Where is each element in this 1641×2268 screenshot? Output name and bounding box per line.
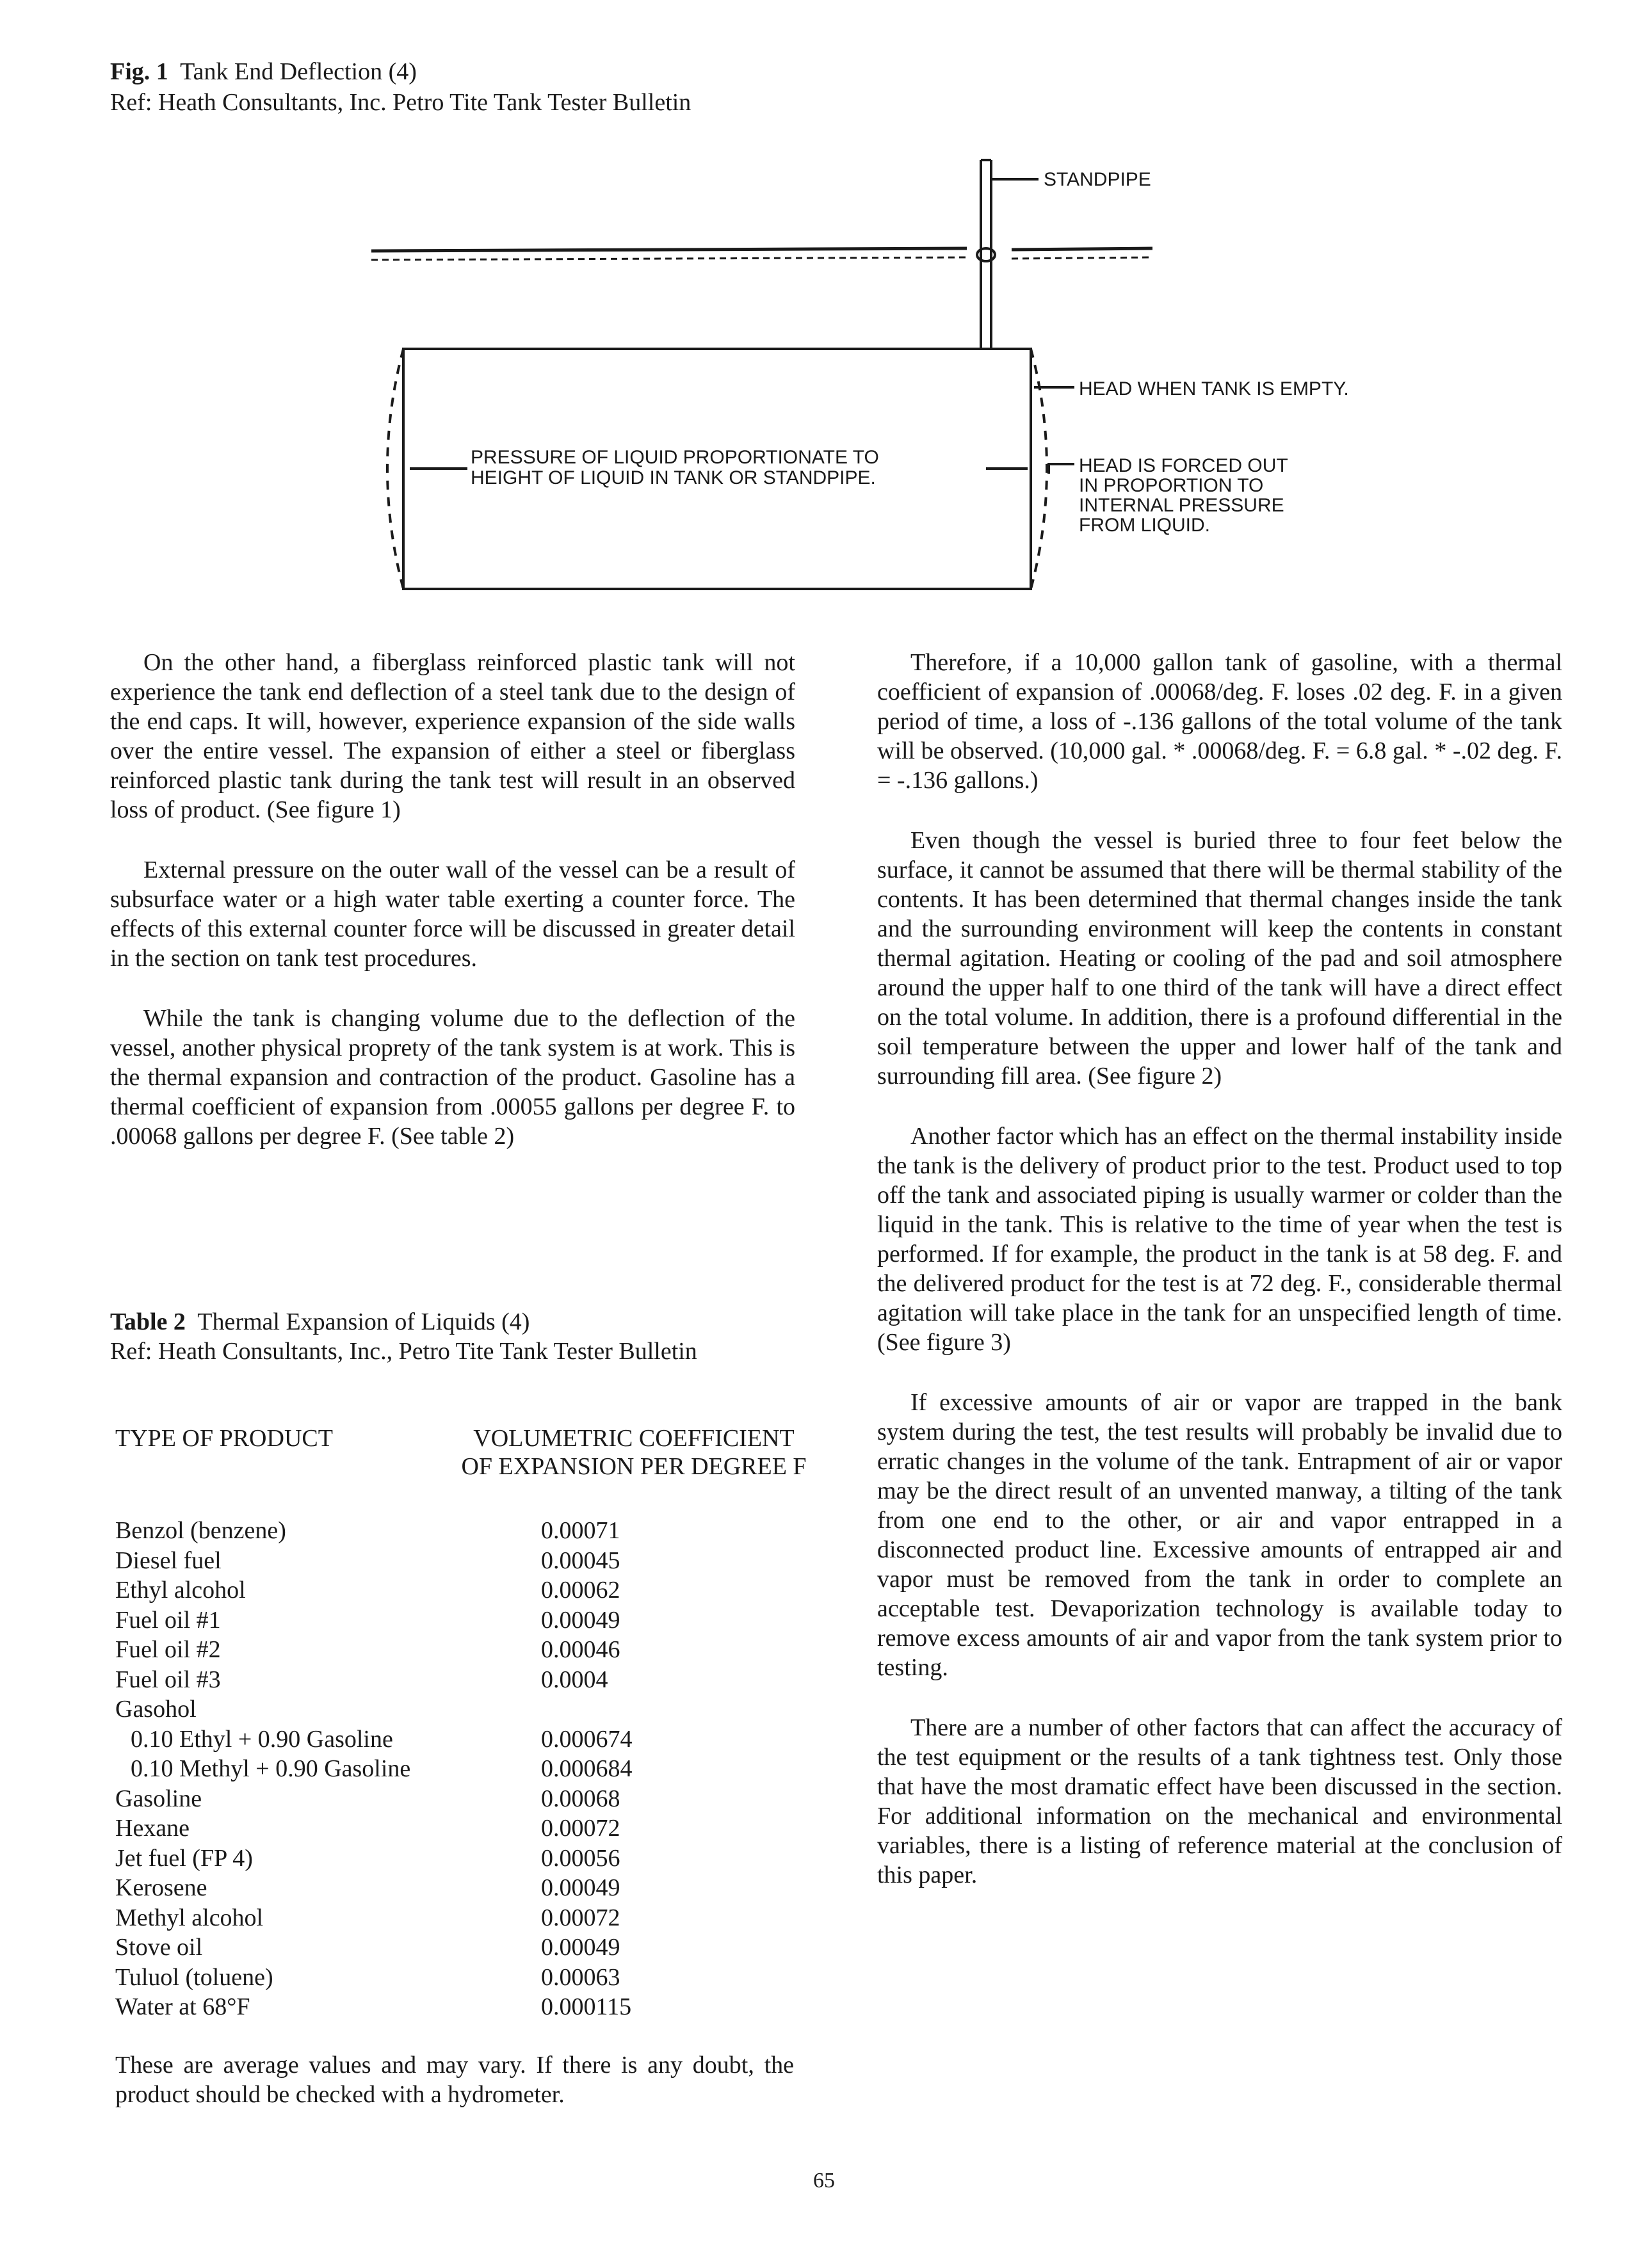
- product-name: Jet fuel (FP 4): [115, 1844, 253, 1872]
- column-header-product: TYPE OF PRODUCT: [115, 1425, 333, 1452]
- figure-reference: Ref: Heath Consultants, Inc. Petro Tite Tank Tester Bulletin: [110, 89, 691, 116]
- product-name: 0.10 Ethyl + 0.90 Gasoline: [131, 1725, 393, 1753]
- label-standpipe: STANDPIPE: [1044, 169, 1151, 190]
- product-name: Benzol (benzene): [115, 1517, 286, 1544]
- product-coefficient: 0.00062: [541, 1577, 620, 1604]
- product-name: Water at 68°F: [115, 1993, 250, 2020]
- product-name: Diesel fuel: [115, 1547, 222, 1574]
- ground-line-right: [1012, 248, 1152, 250]
- label-head-empty: HEAD WHEN TANK IS EMPTY.: [1079, 378, 1349, 399]
- product-name: Gasoline: [115, 1785, 202, 1812]
- label-head-forced-line2: IN PROPORTION TO: [1079, 475, 1264, 496]
- product-coefficient: 0.00049: [541, 1874, 620, 1901]
- label-head-forced-line3: INTERNAL PRESSURE: [1079, 495, 1284, 516]
- product-coefficient: 0.000684: [541, 1755, 633, 1782]
- product-name: Hexane: [115, 1815, 190, 1842]
- right-paragraph: Even though the vessel is buried three to four feet below the surface, it cannot be assumed that there will be thermal stability of the contents. It has been determined that thermal changes inside the tank and the surrounding environment will keep the contents in constant thermal agitation. Heating or cooling of the pad and soil atmosphere around the upper half to one third of the tank will have a direct effect on the total volume. In addition, there is a profound differential in the soil temperature between the upper and lower half of the tank and surrounding fill area. (See figure 2): [877, 827, 1562, 1090]
- product-coefficient: 0.00045: [541, 1547, 620, 1574]
- product-name: Methyl alcohol: [115, 1904, 264, 1931]
- right-paragraph: There are a number of other factors that can affect the accuracy of the test equipment or the results of a tank tightness test. Only those that have the most dramatic effect have been discussed in the section. For additional information on the mechanical and environmental variables, there is a listing of reference material at the conclusion of this paper.: [877, 1714, 1562, 1888]
- figure-number: Fig. 1: [110, 58, 168, 85]
- ground-line-left: [371, 248, 967, 251]
- label-head-forced-line1: HEAD IS FORCED OUT: [1079, 455, 1288, 476]
- product-coefficient: 0.000674: [541, 1725, 633, 1753]
- product-name: Fuel oil #2: [115, 1636, 221, 1663]
- product-name: Stove oil: [115, 1934, 203, 1961]
- product-name: 0.10 Methyl + 0.90 Gasoline: [131, 1755, 411, 1782]
- left-paragraph: On the other hand, a fiberglass reinforced plastic tank will not experience the tank end deflection of a steel tank due to the design of the end caps. It will, however, experience expansion of the side walls over the entire vessel. The expansion of either a steel or fiberglass reinforced plastic tank during the tank test will result in an observed loss of product. (See figure 1): [110, 649, 795, 823]
- figure-title: Tank End Deflection (4): [180, 58, 417, 85]
- product-coefficient: 0.00071: [541, 1517, 620, 1544]
- product-coefficient: 0.00072: [541, 1904, 620, 1931]
- product-name: Fuel oil #1: [115, 1606, 221, 1634]
- product-coefficient: 0.000115: [541, 1993, 632, 2020]
- product-coefficient: 0.00072: [541, 1815, 620, 1842]
- coefficient-header-line1: VOLUMETRIC COEFFICIENT: [473, 1425, 795, 1452]
- figure-title-line: [110, 56, 691, 87]
- product-coefficient: 0.0004: [541, 1666, 608, 1693]
- right-paragraph: Another factor which has an effect on the thermal instability inside the tank is the delivery of product prior to the test. Product used to top off the tank and associated piping is usually warmer or colder than the liquid in the tank. This is relative to the time of year when the test is performed. If for example, the product in the tank is at 58 deg. F. and the delivered product for the test is at 72 deg. F., considerable thermal agitation will take place in the tank for an unspecified length of time. (See figure 3): [877, 1123, 1562, 1356]
- table-note: These are average values and may vary. If there is any doubt, the product should be checked with a hydrometer.: [115, 2052, 794, 2108]
- ground-texture-left: [371, 257, 967, 260]
- figure-caption: [110, 56, 691, 118]
- tank-bulge-right: [1031, 349, 1047, 589]
- label-pressure-line2: HEIGHT OF LIQUID IN TANK OR STANDPIPE.: [471, 467, 876, 488]
- product-coefficient: 0.00049: [541, 1934, 620, 1961]
- table-number: Table 2: [110, 1308, 186, 1335]
- right-column: [877, 648, 1562, 1920]
- label-head-forced-line4: FROM LIQUID.: [1079, 515, 1211, 536]
- product-coefficient: 0.00056: [541, 1844, 620, 1872]
- product-coefficient: 0.00063: [541, 1963, 620, 1991]
- table-title: Thermal Expansion of Liquids (4): [197, 1308, 530, 1335]
- product-name: Gasohol: [115, 1696, 197, 1723]
- coefficient-header-line2: OF EXPANSION PER DEGREE F: [461, 1453, 807, 1480]
- table-caption: [110, 1307, 697, 1366]
- table-reference: Ref: Heath Consultants, Inc., Petro Tite Tank Tester Bulletin: [110, 1338, 697, 1365]
- table-title-line: [110, 1307, 697, 1337]
- left-column: [110, 648, 795, 1182]
- product-coefficient: 0.00046: [541, 1636, 620, 1663]
- column-header-coefficient: [432, 1424, 836, 1481]
- product-name: Kerosene: [115, 1874, 207, 1901]
- product-name: Ethyl alcohol: [115, 1577, 246, 1604]
- product-coefficient: 0.00068: [541, 1785, 620, 1812]
- right-paragraph: Therefore, if a 10,000 gallon tank of gasoline, with a thermal coefficient of expansion of .00068/deg. F. loses .02 deg. F. in a given period of time, a loss of -.136 gallons of the total volume of the tank will be observed. (10,000 gal. * .00068/deg. F. = 6.8 gal. * -.02 deg. F. = -.136 gallons.): [877, 649, 1562, 794]
- tank-deflection-diagram: [359, 154, 1409, 602]
- standpipe-pipe: [981, 160, 991, 349]
- left-paragraph: External pressure on the outer wall of the vessel can be a result of subsurface water or a high water table exerting a counter force. The effects of this external counter force will be discussed in greater detail in the section on tank test procedures.: [110, 857, 795, 972]
- head-forced-leader: [1049, 464, 1074, 474]
- left-paragraph: While the tank is changing volume due to the deflection of the vessel, another physical proprety of the tank system is at work. This is the thermal expansion and contraction of the product. Gasoline has a thermal coefficient of expansion from .00055 gallons per degree F. to .00068 gallons per degree F. (See table 2): [110, 1005, 795, 1150]
- ground-texture-right: [1012, 257, 1152, 259]
- page-number: 65: [813, 2169, 835, 2192]
- label-pressure-line1: PRESSURE OF LIQUID PROPORTIONATE TO: [471, 447, 879, 468]
- tank-bulge-left: [387, 349, 403, 589]
- right-paragraph: If excessive amounts of air or vapor are trapped in the bank system during the test, the test results will probably be invalid due to erratic changes in the volume of the tank. Entrapment of air or vapor may be the direct result of an unvented manway, a tilting of the tank from one end to the other, or air and vapor entrapped in a disconnected product line. Excessive amounts of entrapped air and vapor must be removed from the tank in order to complete an acceptable test. Devaporization technology is available today to remove excess amounts of air and vapor from the tank system prior to testing.: [877, 1389, 1562, 1681]
- product-name: Fuel oil #3: [115, 1666, 221, 1693]
- product-coefficient: 0.00049: [541, 1606, 620, 1634]
- product-name: Tuluol (toluene): [115, 1963, 273, 1991]
